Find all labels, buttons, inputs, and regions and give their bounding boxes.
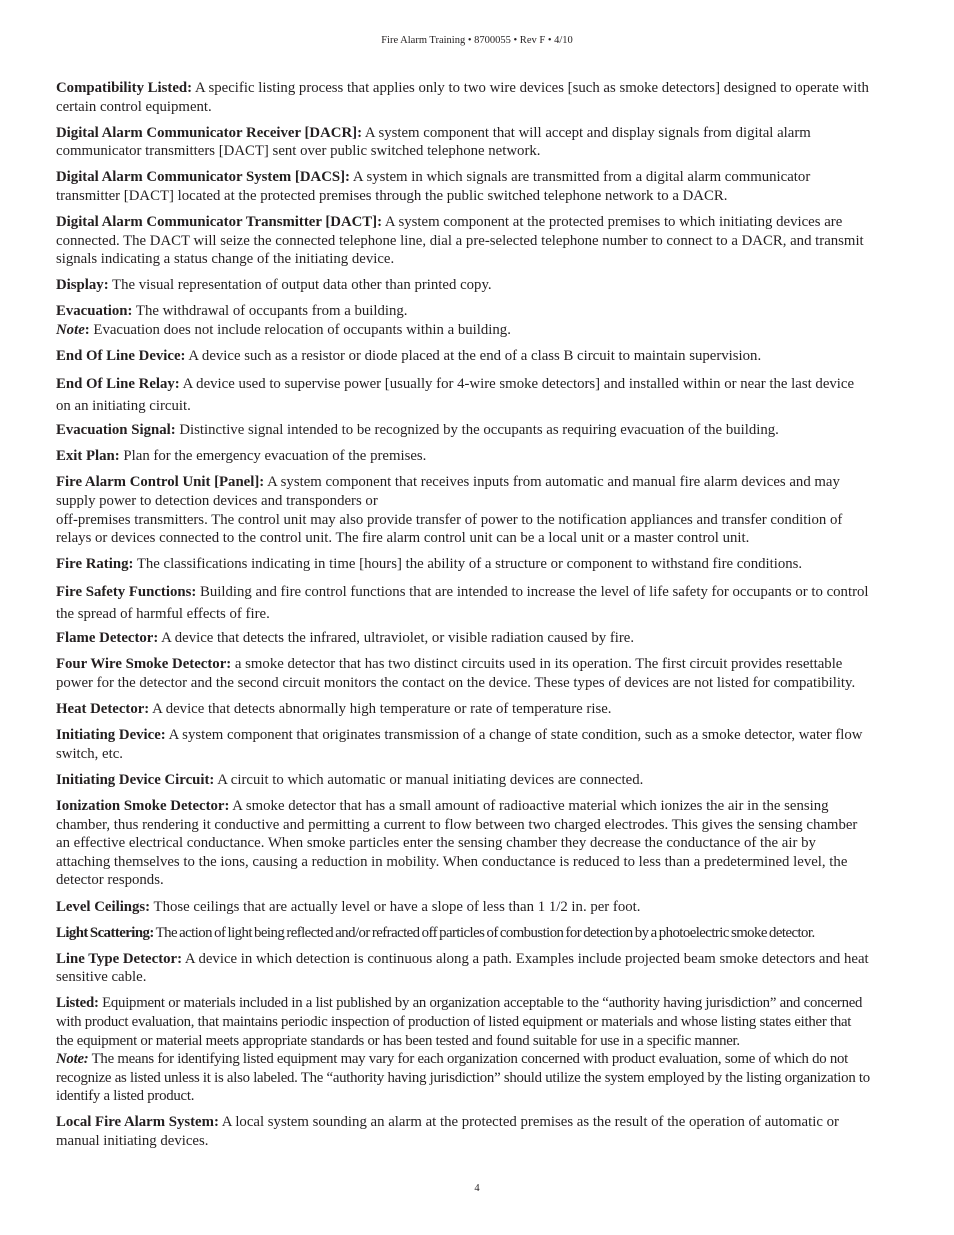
- glossary-entry: [56, 447, 870, 466]
- glossary-definition: A circuit to which automatic or manual initiating devices are connected.: [214, 771, 644, 788]
- glossary-definition: Plan for the emergency evacuation of the premises.: [119, 448, 427, 465]
- glossary-definition: A specific listing process that applies only to two wire devices [such as smoke detectors] designed to operate with certain control equipment.: [56, 80, 869, 115]
- glossary-entry: [56, 124, 870, 161]
- glossary-term: Four Wire Smoke Detector:: [56, 656, 232, 673]
- glossary-entry: [56, 655, 870, 692]
- glossary-definition: a smoke detector that has two distinct circuits used in its operation. The first circuit provides resettable power for the detector and the second circuit monitors the contact on the device. These types of devices are not listed for compatibility.: [56, 656, 856, 692]
- glossary-term: Exit Plan:: [56, 448, 120, 465]
- glossary-entry: [56, 629, 870, 648]
- glossary-entry: [56, 581, 870, 625]
- glossary-entry: [56, 797, 870, 890]
- note-label: Note: [56, 322, 85, 339]
- glossary-entry: [56, 373, 870, 417]
- glossary-entry: [56, 994, 870, 1106]
- glossary-definition: A system component at the protected premises to which initiating devices are connected. The DACT will seize the connected telephone line, dial a pre-selected telephone number to connect to a DACR, and transmit signals indicating a status change of the initiating device.: [56, 214, 864, 268]
- page-number: 4: [474, 1183, 480, 1194]
- glossary-entry: [56, 213, 870, 269]
- glossary-term: Fire Rating:: [56, 556, 134, 573]
- glossary-definition: A smoke detector that has a small amount of radioactive material which ionizes the air in the sensing chamber, thus rendering it conductive and permitting a current to flow between two charged electrodes. This gives the sensing chamber an effective electrical conductance. When smoke particles enter the sensing chamber they decrease the conductance of the air by attaching themselves to the ions, causing a reduction in mobility. When conductance is reduced to less than a predetermined level, the detector responds.: [56, 798, 858, 889]
- glossary-entry: [56, 347, 870, 366]
- glossary-entry: [56, 771, 870, 790]
- glossary-definition: A system component that originates transmission of a change of state condition, such as a smoke detector, water flow switch, etc.: [56, 727, 863, 762]
- glossary-term: Display:: [56, 277, 109, 294]
- glossary-definition: A system in which signals are transmitted from a digital alarm communicator transmitter [DACT] located at the protected premises through the public switched telephone network to a DACR.: [56, 169, 811, 204]
- glossary-definition: A device in which detection is continuous along a path. Examples include projected beam smoke detectors and heat sensitive cable.: [56, 950, 869, 986]
- glossary-entry: [56, 302, 870, 339]
- glossary-entry: [56, 1113, 870, 1150]
- glossary-term: Fire Safety Functions:: [56, 584, 197, 601]
- glossary-entry: [56, 276, 870, 295]
- glossary-term: End Of Line Device:: [56, 348, 186, 365]
- glossary-body: [56, 79, 870, 1158]
- glossary-term: Listed:: [56, 995, 99, 1012]
- glossary-entry: [56, 79, 870, 116]
- glossary-definition: Building and fire control functions that are intended to increase the level of life safety for occupants or to control the spread of harmful effects of fire.: [56, 584, 869, 623]
- glossary-term: Light Scattering:: [56, 924, 154, 941]
- glossary-entry: [56, 473, 870, 547]
- glossary-definition: The withdrawal of occupants from a building.: [132, 303, 408, 320]
- glossary-definition: A system component that receives inputs from automatic and manual fire alarm devices and may supply power to detection devices and transponders or: [56, 474, 840, 509]
- glossary-term: Local Fire Alarm System:: [56, 1114, 219, 1131]
- glossary-definition: A device such as a resistor or diode placed at the end of a class B circuit to maintain supervision.: [185, 348, 762, 365]
- glossary-term: Initiating Device Circuit:: [56, 771, 215, 788]
- glossary-term: Digital Alarm Communicator System [DACS]:: [56, 169, 350, 186]
- glossary-entry: [56, 898, 870, 917]
- glossary-term: Level Ceilings:: [56, 898, 151, 915]
- glossary-entry: [56, 168, 870, 205]
- glossary-definition: The action of light being reflected and/or refracted off particles of combustion for detection by a photoelectric smoke detector.: [153, 924, 815, 941]
- glossary-definition: The visual representation of output data other than printed copy.: [108, 277, 492, 294]
- page-header: Fire Alarm Training • 8700055 • Rev F • 4/10: [381, 35, 573, 46]
- glossary-entry: [56, 700, 870, 719]
- glossary-term: Compatibility Listed:: [56, 80, 193, 96]
- note-text: Evacuation does not include relocation of occupants within a building.: [89, 322, 511, 339]
- glossary-term: Initiating Device:: [56, 727, 166, 744]
- glossary-definition: A device that detects abnormally high temperature or rate of temperature rise.: [149, 701, 612, 718]
- glossary-term: Evacuation Signal:: [56, 422, 176, 439]
- glossary-entry: [56, 950, 870, 987]
- glossary-term: Digital Alarm Communicator Receiver [DACR]:: [56, 124, 363, 141]
- glossary-term: Ionization Smoke Detector:: [56, 798, 230, 815]
- glossary-term: Flame Detector:: [56, 630, 159, 647]
- note-text: The means for identifying listed equipment may vary for each organization concerned with product evaluation, some of which do not recognize as listed unless it is also labeled. The “authority having jurisdiction” should utilize the system employed by the listing organization to identify a listed product.: [56, 1051, 870, 1105]
- glossary-term: End Of Line Relay:: [56, 376, 180, 393]
- glossary-entry: [56, 555, 870, 574]
- glossary-definition: A system component that will accept and display signals from digital alarm communicator transmitters [DACT] sent over public switched telephone network.: [56, 124, 811, 160]
- note-label: Note:: [56, 1051, 89, 1068]
- glossary-definition-continued: off-premises transmitters. The control unit may also provide transfer of power to the notification appliances and transfer condition of relays or devices connected to the control unit. The fire alarm control unit can be a local unit or a master control unit.: [56, 511, 843, 547]
- glossary-term: Line Type Detector:: [56, 950, 183, 967]
- glossary-term: Evacuation:: [56, 303, 133, 320]
- glossary-term: Heat Detector:: [56, 701, 150, 718]
- glossary-definition: A device used to supervise power [usually for 4-wire smoke detectors] and installed within or near the last device on an initiating circuit.: [56, 376, 855, 415]
- glossary-definition: Those ceilings that are actually level or have a slope of less than 1 1/2 in. per foot.: [150, 898, 641, 915]
- glossary-definition: A local system sounding an alarm at the protected premises as the result of the operation of automatic or manual initiating devices.: [56, 1114, 839, 1150]
- glossary-entry: [56, 726, 870, 763]
- glossary-definition: Equipment or materials included in a list published by an organization acceptable to the “authority having jurisdiction” and concerned with product evaluation, that maintains periodic inspection of production of listed equipment or materials and whose listing states either that the equipment or material meets appropriate standards or has been tested and found suitable for use in a specific manner.: [56, 995, 863, 1049]
- note-colon: :: [84, 322, 90, 339]
- glossary-definition: The classifications indicating in time [hours] the ability of a structure or component to withstand fire conditions.: [133, 556, 803, 573]
- glossary-definition: Distinctive signal intended to be recognized by the occupants as requiring evacuation of the building.: [175, 422, 779, 439]
- glossary-entry: [56, 421, 870, 440]
- glossary-term: Digital Alarm Communicator Transmitter [DACT]:: [56, 214, 383, 231]
- glossary-term: Fire Alarm Control Unit [Panel]:: [56, 474, 265, 491]
- glossary-entry: [56, 924, 870, 943]
- glossary-definition: A device that detects the infrared, ultraviolet, or visible radiation caused by fire.: [158, 630, 635, 647]
